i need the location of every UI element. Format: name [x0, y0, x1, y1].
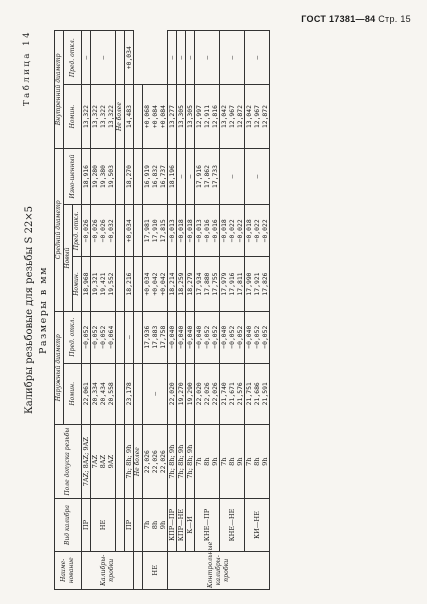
col-outer-pred: Пред. откл. [64, 311, 82, 363]
cell-mid-nom: 17,979 17,916 17,811 [220, 257, 245, 311]
cell-inner-pred: — [186, 31, 195, 85]
cell-outer-pred: −0,040 −0,052 −0,052 [195, 311, 220, 363]
cell-inner-nom: 13,305 [186, 85, 195, 148]
cell-mid-pred: −0,026 [82, 205, 91, 257]
cell-outer-pred: −0,040 [186, 311, 195, 363]
not-more-cell [116, 424, 125, 499]
cell-mid-pred: −0,026 −0,026 −0,032 [91, 205, 116, 257]
cell-mid-pred: +0,034 +0,042 +0,042 [143, 257, 168, 311]
cell-inner-nom: 13,305 [177, 85, 186, 148]
table-row [125, 31, 134, 590]
cell-worn: — [245, 148, 270, 205]
cell-inner-pred: +0,068 +0,084 +0,084 [143, 85, 168, 148]
cell-pole: 7h 8h 9h [220, 424, 245, 499]
rotated-table-block [22, 30, 402, 590]
group-label-probki: Калибры-пробки [82, 551, 134, 589]
cell-pole: 7h 8h 9h [195, 424, 220, 499]
cell-vid: К—И [186, 499, 195, 551]
cell-outer-pred: — [125, 311, 134, 363]
cell-inner-pred: — [82, 31, 91, 85]
not-more-cell [134, 363, 143, 424]
col-vid: Вид калибра [55, 499, 82, 551]
cell-inner-nom: 13,322 [82, 85, 91, 148]
cell-pole: 7AZ 8AZ 9AZ [91, 424, 116, 499]
cell-worn: — [177, 148, 186, 205]
not-more-row [134, 31, 143, 590]
cell-vid: КПР—ПР [168, 499, 177, 551]
col-inner: Внутренний диаметр [55, 31, 64, 149]
not-more-cell: Не более [134, 424, 143, 499]
col-mid-worn: Изно-шенный [64, 148, 82, 205]
cell-pole: 7h 8h 9h [143, 499, 168, 551]
cell-outer-nom: 22,061 [82, 363, 91, 424]
not-more-row [116, 31, 125, 590]
cell-outer-nom: 19,270 [177, 363, 186, 424]
col-mid: Средний диаметр [55, 148, 64, 311]
cell-outer-pred: −0,040 [168, 311, 177, 363]
cell-worn: 19,280 19,380 19,503 [91, 148, 116, 205]
cell-worn: 18,270 [125, 148, 134, 205]
cell-worn: 17,981 17,910 17,815 [143, 205, 168, 257]
cell-worn: — [220, 148, 245, 205]
cell-outer-pred: −0,040 −0,052 −0,052 [245, 311, 270, 363]
cell-pole: 7AZ; 8AZ; 9AZ [82, 424, 91, 499]
cell-mid-pred: −0,018 −0,022 −0,022 [245, 205, 270, 257]
table-row [168, 31, 177, 590]
cell-inner-nom: 13,042 12,967 12,872 [220, 85, 245, 148]
cell-mid-nom: 18,279 [186, 257, 195, 311]
cell-mid-nom: 18,214 [168, 257, 177, 311]
col-pole: Поле допуска резьбы [55, 424, 82, 499]
not-more-cell: Не более [116, 85, 125, 148]
not-more-cell [134, 311, 143, 363]
cell-mid-nom: 19,321 19,421 19,552 [91, 257, 116, 311]
not-more-cell [116, 499, 125, 551]
table-row [245, 31, 270, 590]
cell-worn: — [186, 148, 195, 205]
col-mid-pred: Пред. откл. [73, 205, 82, 257]
cell-inner-nom: 13,277 [168, 85, 177, 148]
cell-vid: НЕ [91, 499, 116, 551]
cell-mid-pred: −0,018 −0,022 −0,022 [220, 205, 245, 257]
cell-outer-nom: 22,026 22,026 22,026 [143, 424, 168, 499]
cell-pole: 7h; 8h; 9h [186, 424, 195, 499]
not-more-cell [134, 148, 143, 205]
cell-outer-pred: −0,052 [82, 311, 91, 363]
cell-inner-nom: 12,997 12,911 12,816 [195, 85, 220, 148]
col-outer: Наружный диаметр [55, 311, 64, 424]
not-more-cell [134, 551, 143, 589]
table-number: Таблица 14 [22, 30, 32, 106]
cell-inner-pred: — [245, 31, 270, 85]
cell-pole: 7h; 8h; 9h [177, 424, 186, 499]
cell-mid-nom: 17,990 17,921 17,826 [245, 257, 270, 311]
table-row [82, 31, 91, 590]
cell-worn: 17,916 17,862 17,733 [195, 148, 220, 205]
cell-outer-nom: 21,740 21,671 21,576 [220, 363, 245, 424]
cell-inner-nom: 16,919 16,832 16,737 [143, 148, 168, 205]
col-inner-nom: Номин. [64, 85, 82, 148]
cell-pole: 7h 8h 9h [245, 424, 270, 499]
cell-mid-pred: −0,018 [177, 205, 186, 257]
not-more-cell [116, 363, 125, 424]
cell-vid: КПР—НЕ [177, 499, 186, 551]
cell-mid-nom: 18,259 [177, 257, 186, 311]
col-outer-nom: Номин. [64, 363, 82, 424]
cell-mid-pred: +0,034 [125, 205, 134, 257]
col-mid-nom: Номин. [73, 257, 82, 311]
table-subtitle: Размеры в мм [38, 265, 49, 355]
cell-inner-pred: — [220, 31, 245, 85]
cell-inner-nom: 14,483 [125, 85, 134, 148]
table-title: Калибры резьбовые для резьбы S 22×5 [24, 205, 35, 415]
gost-number: ГОСТ 17381—84 [301, 14, 376, 24]
cell-inner-nom: 13,042 12,967 12,872 [245, 85, 270, 148]
not-more-cell [134, 499, 143, 551]
not-more-cell [116, 311, 125, 363]
cell-outer-pred: — [143, 363, 168, 424]
gauge-table [54, 30, 270, 590]
cell-mid-pred: −0,013 [168, 205, 177, 257]
cell-mid-nom: 18,216 [125, 257, 134, 311]
cell-outer-pred: −0,052 −0,052 −0,064 [91, 311, 116, 363]
cell-pole: 7h; 8h; 9h [125, 424, 134, 499]
table-row [186, 31, 195, 590]
not-more-cell [134, 85, 143, 148]
group-label-control: Контрольные калибры-пробки [168, 551, 270, 589]
cell-outer-nom: 22,020 22,026 22,026 [195, 363, 220, 424]
cell-outer-pred: −0,040 −0,052 −0,052 [220, 311, 245, 363]
cell-mid-pred: −0,018 [186, 205, 195, 257]
cell-mid-nom: 18,968 [82, 257, 91, 311]
cell-inner-pred: — [177, 31, 186, 85]
cell-inner-pred: — [91, 31, 116, 85]
cell-inner-pred: +0,034 [125, 31, 134, 85]
not-more-cell [116, 257, 125, 311]
cell-mid-nom: 17,934 17,880 17,755 [195, 257, 220, 311]
cell-mid-pred: −0,013 −0,016 −0,016 [195, 205, 220, 257]
table-row [91, 31, 116, 590]
cell-worn: 18,196 [168, 148, 177, 205]
cell-outer-nom: 23,178 [125, 363, 134, 424]
cell-inner-pred: — [168, 31, 177, 85]
cell-vid: ПР [82, 499, 91, 551]
cell-vid: КНЕ—НЕ [220, 499, 245, 551]
col-naim: Наиме-нование [55, 551, 82, 589]
cell-outer-nom: 19,290 [186, 363, 195, 424]
not-more-cell [116, 31, 125, 85]
col-inner-pred: Пред. откл. [64, 31, 82, 85]
cell-inner-pred: — [195, 31, 220, 85]
col-mid-new: Новый [64, 205, 73, 311]
not-more-cell [134, 205, 143, 257]
cell-outer-nom: 20,334 20,434 20,558 [91, 363, 116, 424]
not-more-cell [134, 257, 143, 311]
page-header [301, 14, 411, 24]
not-more-cell [116, 148, 125, 205]
cell-vid: ПР [125, 499, 134, 551]
table-row [195, 31, 220, 590]
cell-outer-nom: 22,020 [168, 363, 177, 424]
cell-mid-nom: 17,936 17,883 17,758 [143, 311, 168, 363]
table-row [143, 31, 168, 590]
cell-inner-nom: 13,322 13,322 13,322 [91, 85, 116, 148]
cell-outer-nom: 21,751 21,686 21,591 [245, 363, 270, 424]
cell-pole: 7h; 8h; 9h [168, 424, 177, 499]
cell-vid: КИ—НЕ [245, 499, 270, 551]
page-number: Стр. 15 [378, 14, 411, 24]
not-more-cell [116, 205, 125, 257]
cell-vid: НЕ [143, 551, 168, 589]
table-row [177, 31, 186, 590]
cell-vid: КНЕ—ПР [195, 499, 220, 551]
cell-worn: 18,916 [82, 148, 91, 205]
table-row [220, 31, 245, 590]
cell-outer-pred: −0,040 [177, 311, 186, 363]
